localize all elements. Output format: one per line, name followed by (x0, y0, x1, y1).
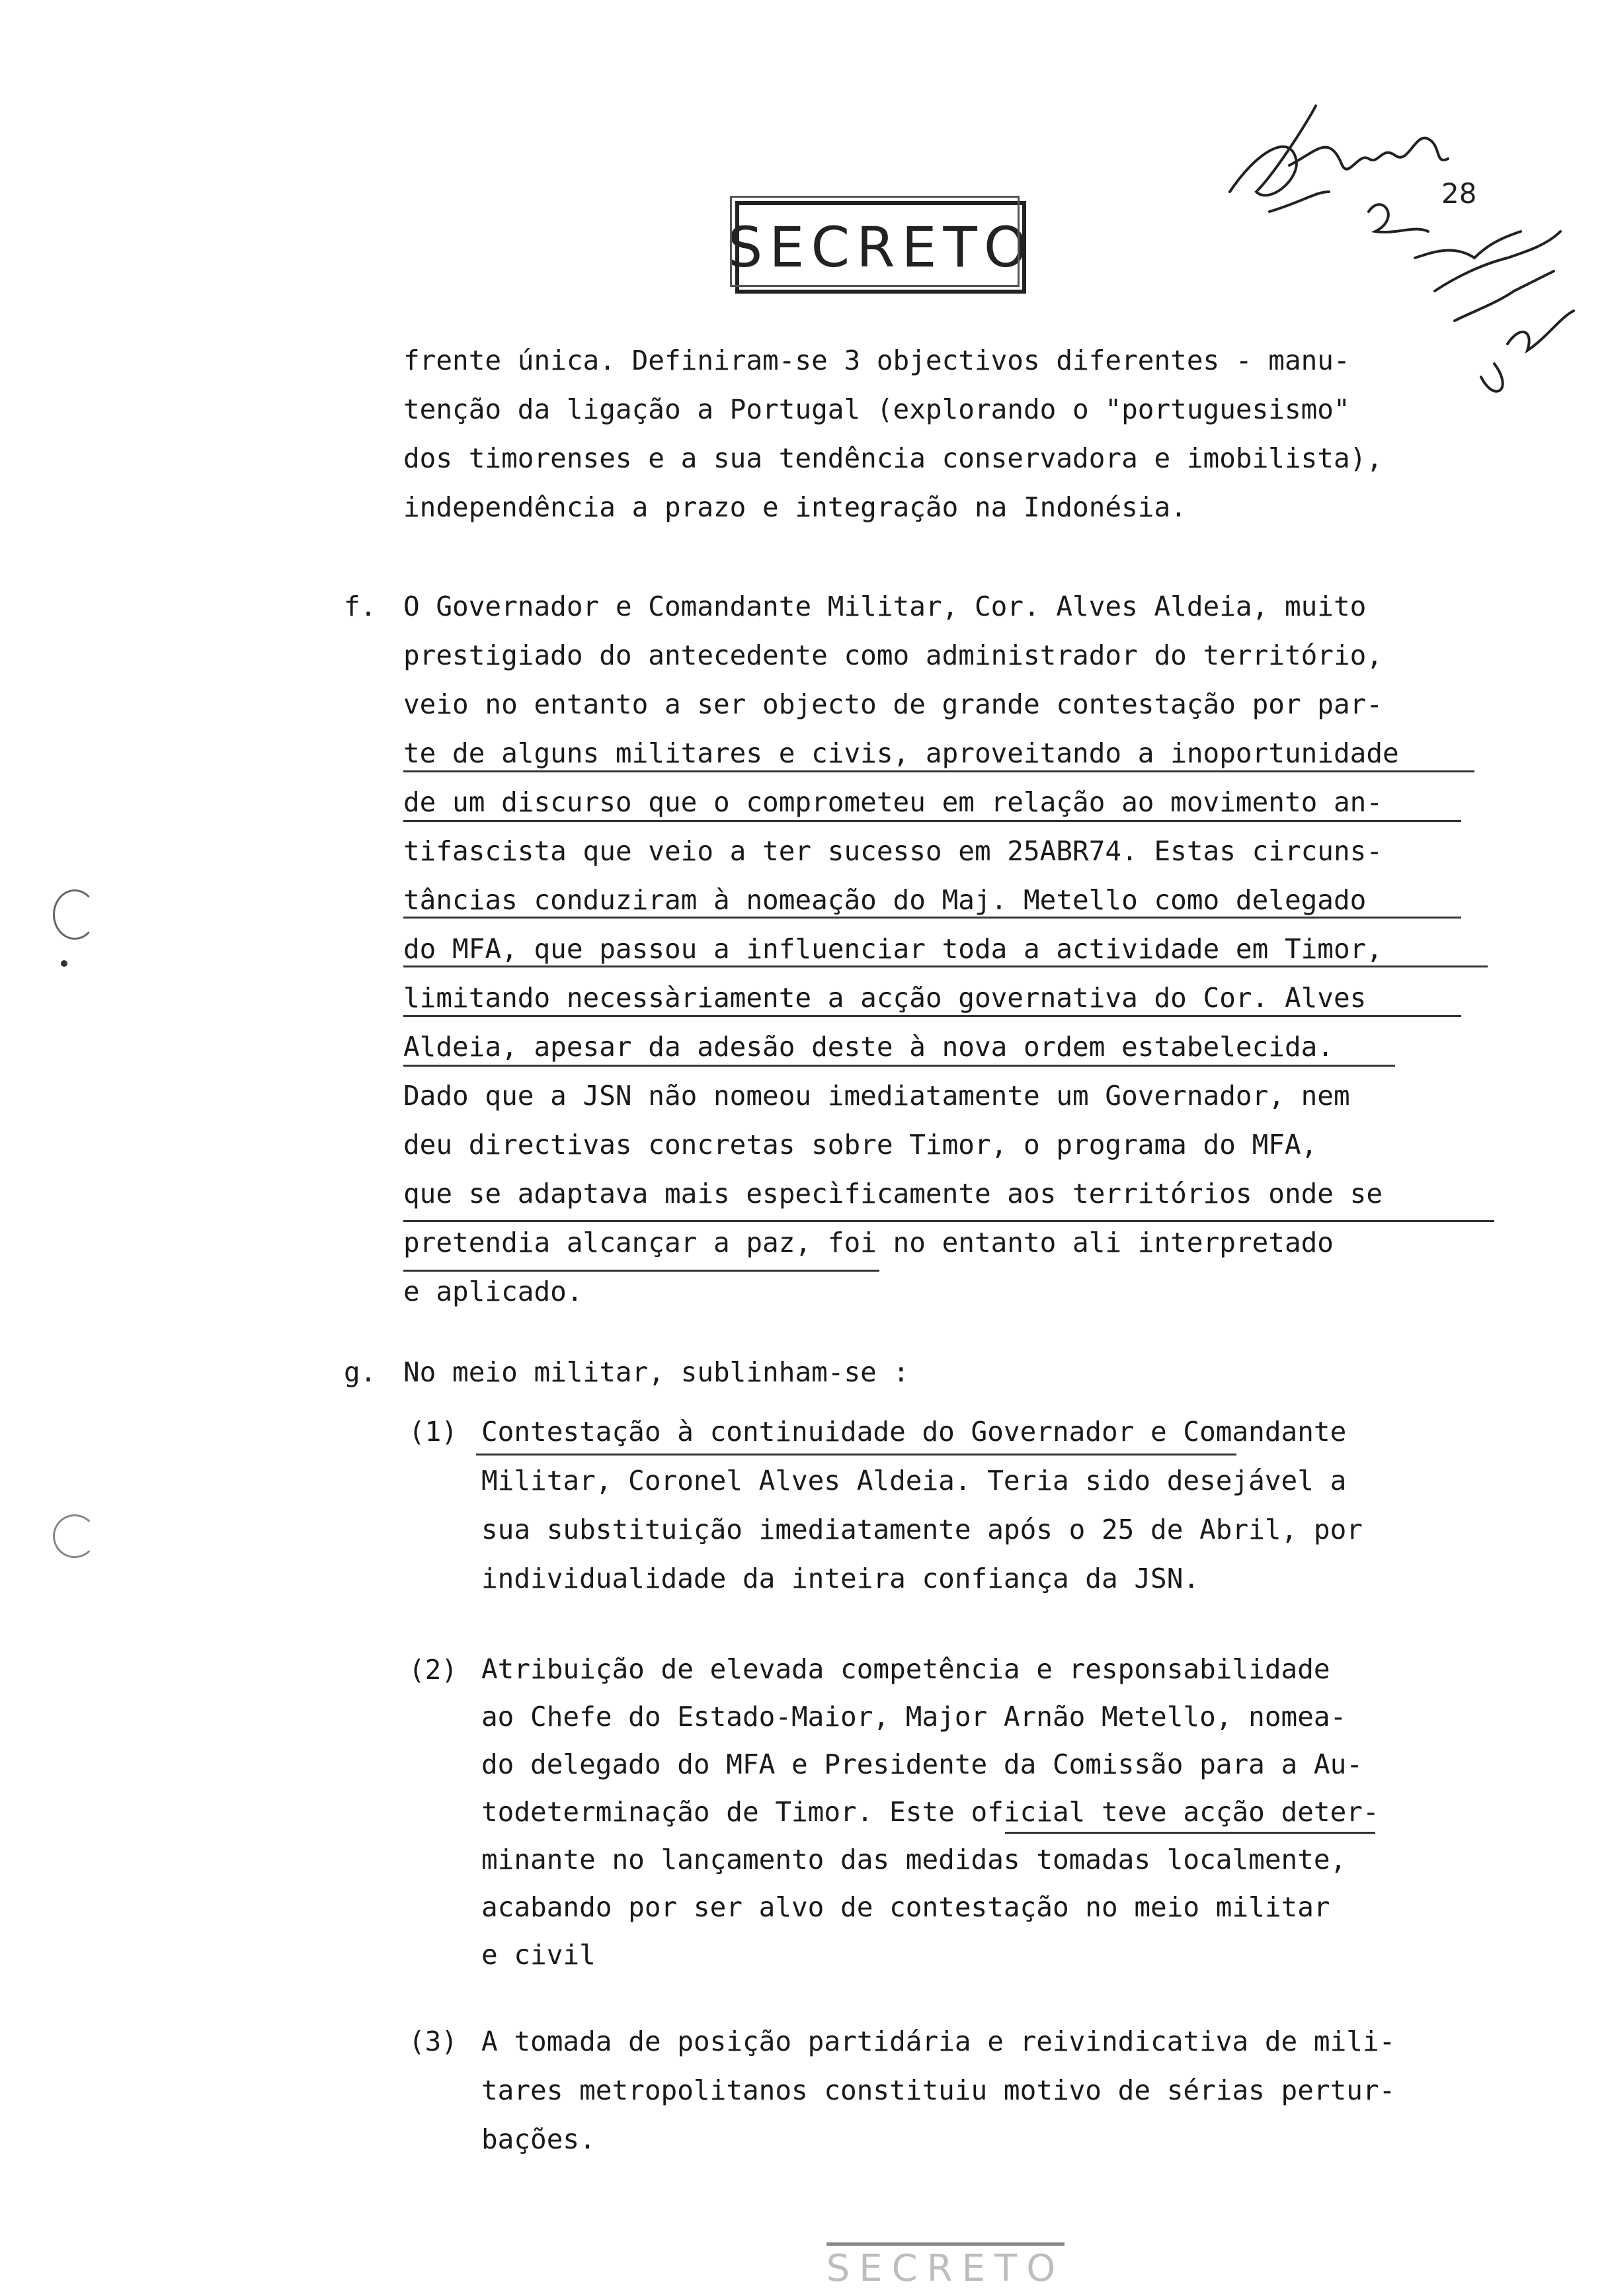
section-g-marker: g. (344, 1356, 377, 1388)
punch-hole-mark (53, 889, 97, 940)
classification-stamp: SECRETO (735, 201, 1026, 294)
text-line: todeterminação de Timor. Este oficial teve acção deter- (481, 1796, 1379, 1828)
text-line: tâncias conduziram à nomeação do Maj. Metello como delegado (403, 884, 1367, 916)
text-line: te de alguns militares e civis, aproveitando a inoportunidade (403, 737, 1399, 769)
text-line: O Governador e Comandante Militar, Cor. Alves Aldeia, muito (403, 591, 1367, 622)
hand-underline (403, 1220, 1494, 1222)
text-line: Atribuição de elevada competência e responsabilidade (481, 1653, 1330, 1685)
text-line: frente única. Definiram-se 3 objectivos diferentes - manu- (403, 345, 1350, 376)
text-line: e aplicado. (403, 1276, 583, 1307)
hand-underline (403, 917, 1461, 919)
text-line: Aldeia, apesar da adesão deste à nova ordem estabelecida. (403, 1031, 1334, 1063)
text-line: Militar, Coronel Alves Aldeia. Teria sido desejável a (481, 1465, 1347, 1496)
classification-stamp-footer: SECRETO (826, 2245, 1065, 2291)
text-line: minante no lançamento das medidas tomadas localmente, (481, 1844, 1347, 1875)
section-f-marker: f. (344, 591, 377, 622)
punch-dot (61, 960, 67, 967)
item-2-marker: (2) (409, 1654, 458, 1686)
text-line: dos timorenses e a sua tendência conservadora e imobilista), (403, 442, 1383, 474)
text-line: independência a prazo e integração na Indonésia. (403, 491, 1187, 523)
text-line: Dado que a JSN não nomeou imediatamente um Governador, nem (403, 1080, 1350, 1112)
hand-underline (403, 1270, 879, 1272)
text-line: sua substituição imediatamente após o 25 de Abril, por (481, 1514, 1363, 1545)
section-f-paragraph (403, 582, 1399, 1316)
item-2-paragraph (481, 1645, 1379, 1979)
text-line: individualidade da inteira confiança da JSN. (481, 1563, 1200, 1594)
text-line: bações. (481, 2123, 596, 2155)
text-line: tenção da ligação a Portugal (explorando o "portuguesismo" (403, 393, 1350, 425)
section-g-intro (403, 1348, 909, 1397)
text-line: No meio militar, sublinham-se : (403, 1356, 910, 1388)
hand-underline (403, 1065, 1395, 1067)
text-line: e civil (481, 1939, 596, 1971)
text-line: de um discurso que o comprometeu em relação ao movimento an- (403, 786, 1383, 818)
item-3-marker: (3) (409, 2026, 458, 2057)
text-line: que se adaptava mais especìficamente aos territórios onde se (403, 1178, 1383, 1210)
text-line: pretendia alcançar a paz, foi no entanto ali interpretado (403, 1227, 1334, 1258)
hand-underline (1005, 1832, 1375, 1834)
item-3-paragraph (481, 2017, 1395, 2164)
text-line: tares metropolitanos constituiu motivo de sérias pertur- (481, 2074, 1396, 2106)
text-line: limitando necessàriamente a acção governativa do Cor. Alves (403, 982, 1367, 1014)
text-line: ao Chefe do Estado-Maior, Major Arnão Metello, nomea- (481, 1701, 1347, 1733)
continuation-paragraph (403, 336, 1383, 532)
text-line: deu directivas concretas sobre Timor, o programa do MFA, (403, 1129, 1318, 1161)
text-line: do MFA, que passou a influenciar toda a actividade em Timor, (403, 933, 1383, 965)
text-line: A tomada de posição partidária e reivindicativa de mili- (481, 2026, 1396, 2057)
text-line: Contestação à continuidade do Governador e Comandante (481, 1416, 1347, 1448)
hand-underline (403, 965, 1488, 967)
text-line: veio no entanto a ser objecto de grande contestação por par- (403, 688, 1383, 720)
hand-underline (403, 820, 1461, 822)
hand-underline (403, 1015, 1461, 1017)
text-line: do delegado do MFA e Presidente da Comissão para a Au- (481, 1748, 1363, 1780)
page-number: 28 (1441, 177, 1477, 210)
item-1-marker: (1) (409, 1416, 458, 1448)
text-line: prestigiado do antecedente como administrador do território, (403, 639, 1383, 671)
text-line: acabando por ser alvo de contestação no meio militar (481, 1891, 1330, 1923)
text-line: tifascista que veio a ter sucesso em 25ABR74. Estas circuns- (403, 835, 1383, 867)
item-1-paragraph (481, 1407, 1363, 1603)
punch-hole-mark (53, 1514, 97, 1558)
hand-underline (476, 1454, 1236, 1456)
hand-underline (403, 770, 1474, 772)
